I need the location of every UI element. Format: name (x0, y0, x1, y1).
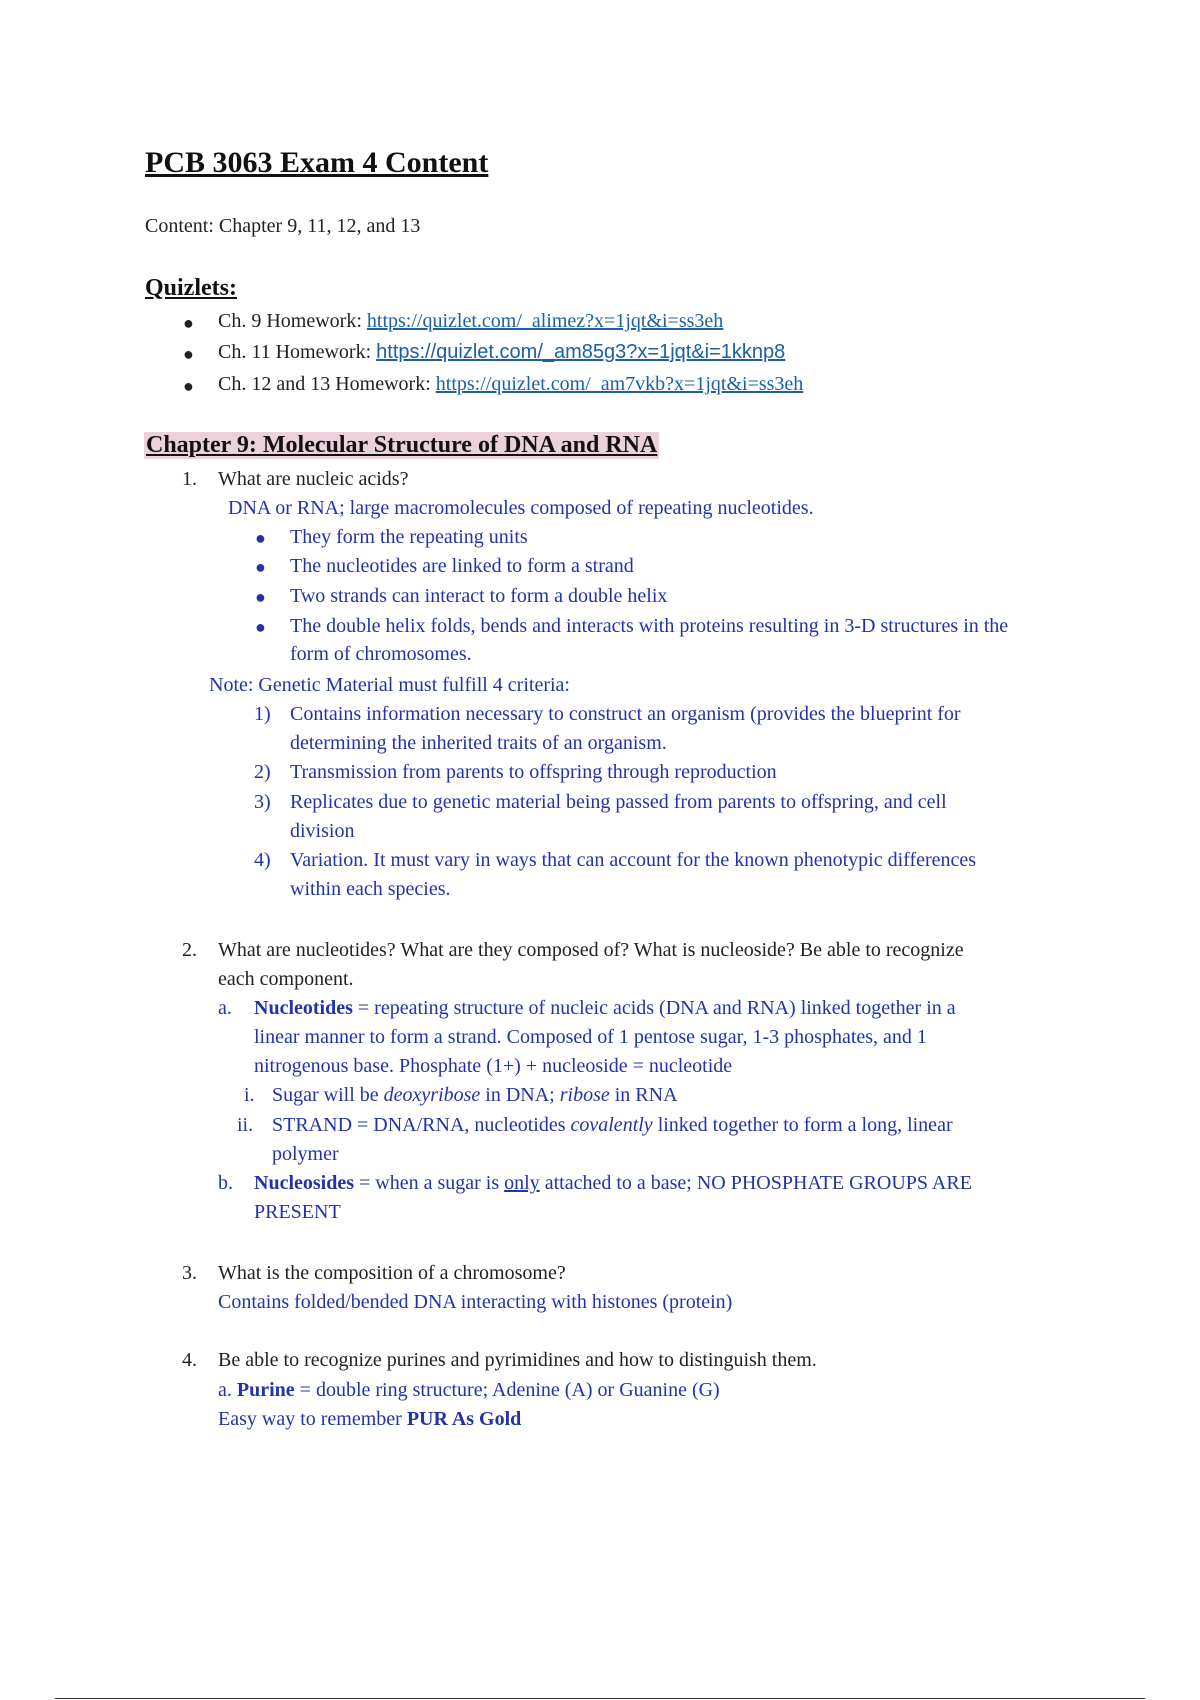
answer-span: attached to a base; NO PHOSPHATE GROUPS ARE (539, 1172, 972, 1194)
answer-bullet: The double helix folds, bends and interacts with proteins resulting in 3-D structures in the (290, 615, 1009, 637)
answer-bullet: They form the repeating units (290, 526, 528, 548)
question-number: 3. (182, 1262, 197, 1284)
bullet-icon: ● (183, 344, 194, 364)
page-title: PCB 3063 Exam 4 Content (145, 146, 489, 179)
note-text: Note: Genetic Material must fulfill 4 criteria: (209, 674, 570, 696)
quizlet-label: Ch. 9 Homework: (218, 310, 367, 332)
sub-label: ii. (237, 1114, 254, 1136)
answer-line: polymer (272, 1143, 339, 1165)
question-text: What are nucleic acids? (218, 468, 409, 490)
question-number: 4. (182, 1349, 197, 1371)
sub-label: i. (244, 1084, 255, 1106)
answer-span: in RNA (609, 1084, 678, 1106)
criteria-line: determining the inherited traits of an organism. (290, 732, 667, 754)
term-bold: Nucleotides (254, 997, 353, 1019)
answer-span: Easy way to remember (218, 1408, 407, 1430)
quizlet-link-ch11[interactable]: https://quizlet.com/_am85g3?x=1jqt&i=1kknp8 (376, 341, 786, 363)
bullet-icon: ● (183, 313, 194, 333)
bullet-icon: ● (255, 587, 266, 607)
quizlet-item (218, 341, 785, 364)
question-text: Be able to recognize purines and pyrimidines and how to distinguish them. (218, 1349, 817, 1371)
content-line: Content: Chapter 9, 11, 12, and 13 (145, 215, 421, 237)
answer-bullet-continuation: form of chromosomes. (290, 643, 472, 665)
criteria-line: Replicates due to genetic material being passed from parents to offspring, and cell (290, 791, 947, 813)
answer-span: linked together to form a long, linear (652, 1114, 953, 1136)
answer-line (218, 1379, 720, 1402)
question-text: What is the composition of a chromosome? (218, 1262, 566, 1284)
answer-line: nitrogenous base. Phosphate (1+) + nucleoside = nucleotide (254, 1055, 733, 1077)
criteria-line: Contains information necessary to construct an organism (provides the blueprint for (290, 703, 961, 725)
answer-italic: ribose (559, 1084, 610, 1106)
answer-line: linear manner to form a strand. Composed of 1 pentose sugar, 1-3 phosphates, and 1 (254, 1026, 927, 1048)
answer-bullet: Two strands can interact to form a double helix (290, 585, 668, 607)
bullet-icon: ● (183, 376, 194, 396)
bullet-icon: ● (255, 528, 266, 548)
term-bold: Purine (236, 1379, 295, 1401)
criteria-number: 1) (254, 703, 271, 725)
answer-span: = when a sugar is (354, 1172, 505, 1194)
quizlet-label: Ch. 12 and 13 Homework: (218, 373, 436, 395)
answer-line (254, 997, 956, 1020)
quizlet-item (218, 373, 803, 396)
sub-label: a. (218, 1379, 232, 1401)
criteria-line: Transmission from parents to offspring through reproduction (290, 761, 777, 783)
question-text: What are nucleotides? What are they composed of? What is nucleoside? Be able to recognize (218, 939, 964, 961)
answer-line (272, 1114, 953, 1137)
answer-span: = double ring structure; Adenine (A) or Guanine (G) (294, 1379, 720, 1401)
answer-line: PRESENT (254, 1201, 341, 1223)
mnemonic-line (218, 1408, 521, 1431)
sub-label: a. (218, 997, 232, 1019)
criteria-number: 2) (254, 761, 271, 783)
criteria-line: within each species. (290, 878, 451, 900)
answer-line (254, 1172, 972, 1195)
answer-text: DNA or RNA; large macromolecules composed of repeating nucleotides. (228, 497, 814, 519)
answer-line (272, 1084, 678, 1107)
chapter-heading: Chapter 9: Molecular Structure of DNA and RNA (146, 432, 658, 458)
criteria-line: division (290, 820, 355, 842)
mnemonic-bold: PUR As Gold (406, 1408, 522, 1430)
answer-span: Sugar will be (272, 1084, 384, 1106)
answer-span: = repeating structure of nucleic acids (DNA and RNA) linked together in a (352, 997, 956, 1019)
quizlet-label: Ch. 11 Homework: (218, 341, 377, 363)
quizlet-link-ch9[interactable]: https://quizlet.com/_alimez?x=1jqt&i=ss3eh (366, 310, 724, 332)
question-number: 2. (182, 939, 197, 961)
answer-italic: covalently (570, 1114, 653, 1136)
question-text: each component. (218, 968, 354, 990)
sub-label: b. (218, 1172, 233, 1194)
answer-italic: deoxyribose (383, 1084, 481, 1106)
answer-bullet: The nucleotides are linked to form a strand (290, 555, 634, 577)
criteria-line: Variation. It must vary in ways that can account for the known phenotypic differences (290, 849, 977, 871)
answer-span: STRAND = DNA/RNA, nucleotides (272, 1114, 571, 1136)
answer-span: in DNA; (480, 1084, 560, 1106)
bullet-icon: ● (255, 617, 266, 637)
quizlet-link-ch12-13[interactable]: https://quizlet.com/_am7vkb?x=1jqt&i=ss3eh (435, 373, 804, 395)
quizlets-heading: Quizlets: (145, 275, 237, 301)
criteria-number: 3) (254, 791, 271, 813)
page-bottom-rule (55, 1698, 1145, 1699)
bullet-icon: ● (255, 557, 266, 577)
answer-underline: only (504, 1172, 540, 1194)
answer-text: Contains folded/bended DNA interacting with histones (protein) (218, 1291, 733, 1313)
question-number: 1. (182, 468, 197, 490)
term-bold: Nucleosides (254, 1172, 354, 1194)
criteria-number: 4) (254, 849, 271, 871)
quizlet-item (218, 310, 723, 333)
